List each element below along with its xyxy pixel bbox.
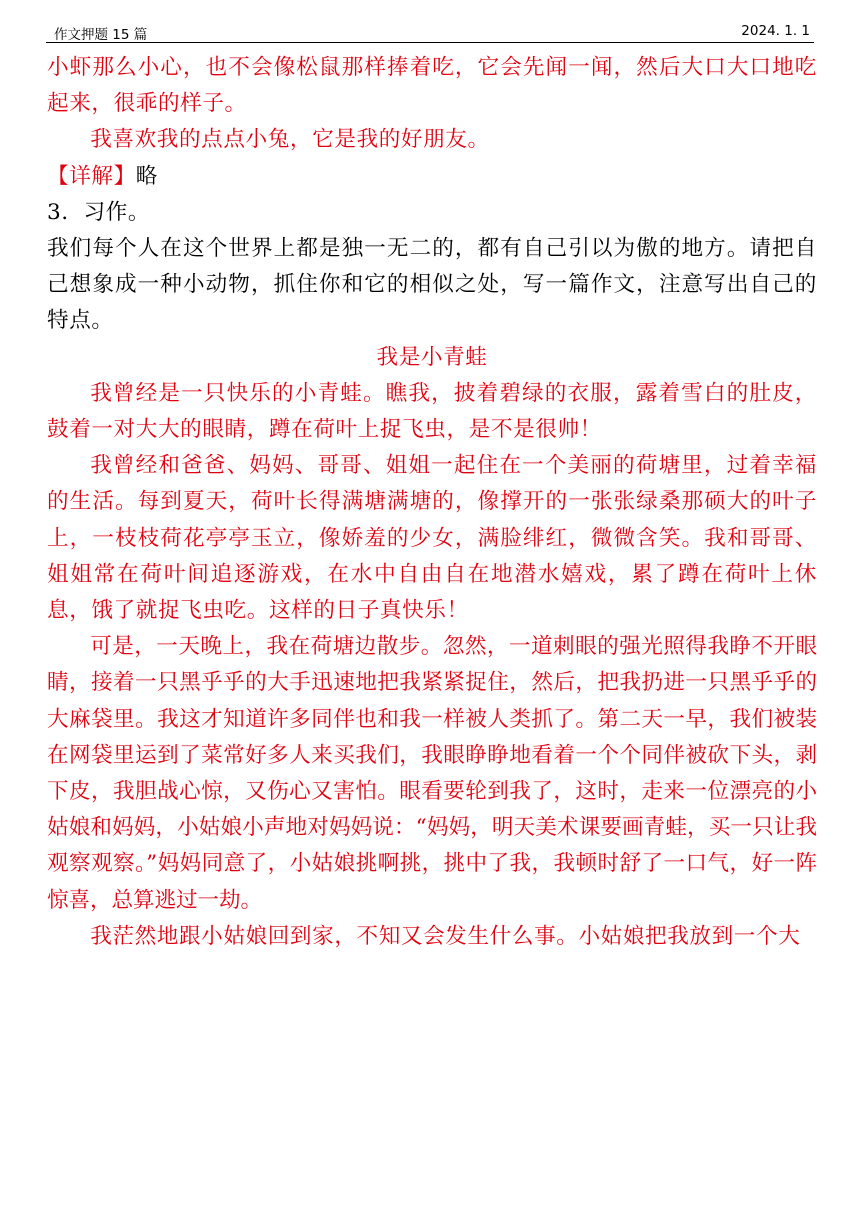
answer-paragraph-end: 小虾那么小心，也不会像松鼠那样捧着吃，它会先闻一闻，然后大口大口地吃起来，很乖的样子。: [47, 55, 817, 117]
detail-text: 略: [135, 163, 158, 189]
essay-paragraph-3: 可是，一天晚上，我在荷塘边散步。忽然，一道刺眼的强光照得我睁不开眼睛，接着一只黑乎乎的大手迅速地把我紧紧捉住，然后，把我扔进一只黑乎乎的大麻袋里。我这才知道许多同伴也和我一样被人类抓了。第二天一早，我们被装在网袋里运到了菜常好多人来买我们，我眼睁睁地看着一个个同伴被砍下头，剥下皮，我胆战心惊，又伤心又害怕。眼看要轮到我了，这时，走来一位漂亮的小姑娘和妈妈，小姑娘小声地对妈妈说：“妈妈，明天美术课要画青蛙，买一只让我观察观察。”妈妈同意了，小姑娘挑啊挑，挑中了我，我顿时舒了一口气，好一阵惊喜，总算逃过一劫。: [47, 634, 817, 913]
question-prompt: 我们每个人在这个世界上都是独一无二的，都有自己引以为傲的地方。请把自己想象成一种小动物，抓住你和它的相似之处，写一篇作文，注意写出自己的特点。: [47, 236, 817, 334]
question-number: 3．习作。: [47, 199, 151, 225]
detail-line: [47, 159, 817, 195]
essay-paragraph-4: 我茫然地跟小姑娘回到家，不知又会发生什么事。小姑娘把我放到一个大: [90, 923, 801, 949]
essay-paragraph-1: 我曾经是一只快乐的小青蛙。瞧我，披着碧绿的衣服，露着雪白的肚皮，鼓着一对大大的眼睛，蹲在荷叶上捉飞虫，是不是很帅！: [47, 380, 817, 443]
header-title: 作文押题 15 篇: [54, 27, 148, 43]
header-date: 2024. 1. 1: [741, 23, 810, 39]
answer-paragraph-closing: 我喜欢我的点点小兔，它是我的好朋友。: [90, 127, 490, 153]
detail-label: 【详解】: [47, 163, 136, 189]
essay-title: 我是小青蛙: [376, 344, 488, 370]
essay-paragraph-2: 我曾经和爸爸、妈妈、哥哥、姐姐一起住在一个美丽的荷塘里，过着幸福的生活。每到夏天，荷叶长得满塘满塘的，像撑开的一张张绿桑那硕大的叶子上，一枝枝荷花亭亭玉立，像娇羞的少女，满脸绯红，微微含笑。我和哥哥、姐姐常在荷叶间追逐游戏，在水中自由自在地潜水嬉戏，累了蹲在荷叶上休息，饿了就捉飞虫吃。这样的日子真快乐！: [47, 453, 817, 624]
document-body: [47, 50, 817, 955]
page-header: [46, 20, 814, 43]
